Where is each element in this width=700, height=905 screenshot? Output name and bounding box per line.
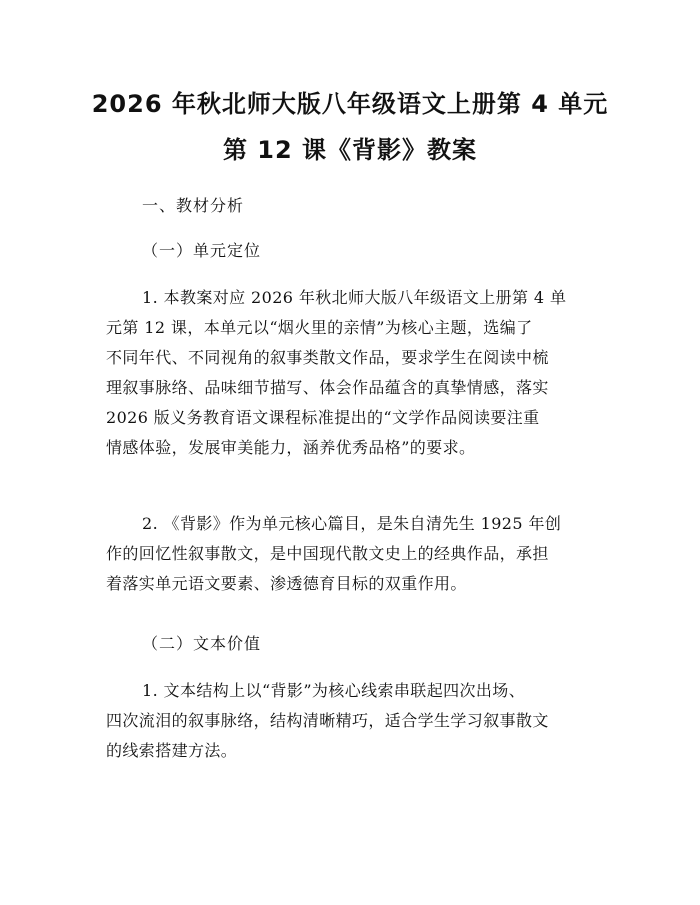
paragraph-line: 不同年代、不同视角的叙事类散文作品，要求学生在阅读中梳 (106, 348, 549, 367)
paragraph-unit-positioning-1 (106, 283, 606, 463)
paragraph-line: 理叙事脉络、品味细节描写、体会作品蕴含的真挚情感，落实 (106, 378, 549, 397)
subsection-heading-unit-positioning: （一）单元定位 (142, 241, 262, 260)
section-heading-textbook-analysis: 一、教材分析 (142, 196, 245, 215)
paragraph-line: 1. 文本结构上以“背影”为核心线索串联起四次出场、 (142, 681, 526, 700)
paragraph-line: 1. 本教案对应 2026 年秋北师大版八年级语文上册第 4 单 (142, 288, 567, 307)
document-title-line-2: 第 12 课《背影》教案 (222, 136, 478, 164)
paragraph-line: 的线索搭建方法。 (106, 741, 238, 760)
paragraph-line: 情感体验，发展审美能力，涵养优秀品格”的要求。 (106, 438, 476, 457)
paragraph-line: 着落实单元语文要素、渗透德育目标的双重作用。 (106, 574, 467, 593)
paragraph-line: 四次流泪的叙事脉络，结构清晰精巧，适合学生学习叙事散文 (106, 711, 549, 730)
subsection-heading-text-value: （二）文本价值 (142, 634, 262, 653)
paragraph-text-value-1 (106, 676, 606, 766)
paragraph-line: 2026 版义务教育语文课程标准提出的“文学作品阅读要注重 (106, 408, 540, 427)
document-title-line-1: 2026 年秋北师大版八年级语文上册第 4 单元 (91, 90, 609, 118)
paragraph-line: 元第 12 课，本单元以“烟火里的亲情”为核心主题，选编了 (106, 318, 533, 337)
paragraph-line: 2. 《背影》作为单元核心篇目，是朱自清先生 1925 年创 (142, 514, 562, 533)
paragraph-unit-positioning-2 (106, 509, 606, 599)
paragraph-line: 作的回忆性叙事散文，是中国现代散文史上的经典作品，承担 (106, 544, 549, 563)
